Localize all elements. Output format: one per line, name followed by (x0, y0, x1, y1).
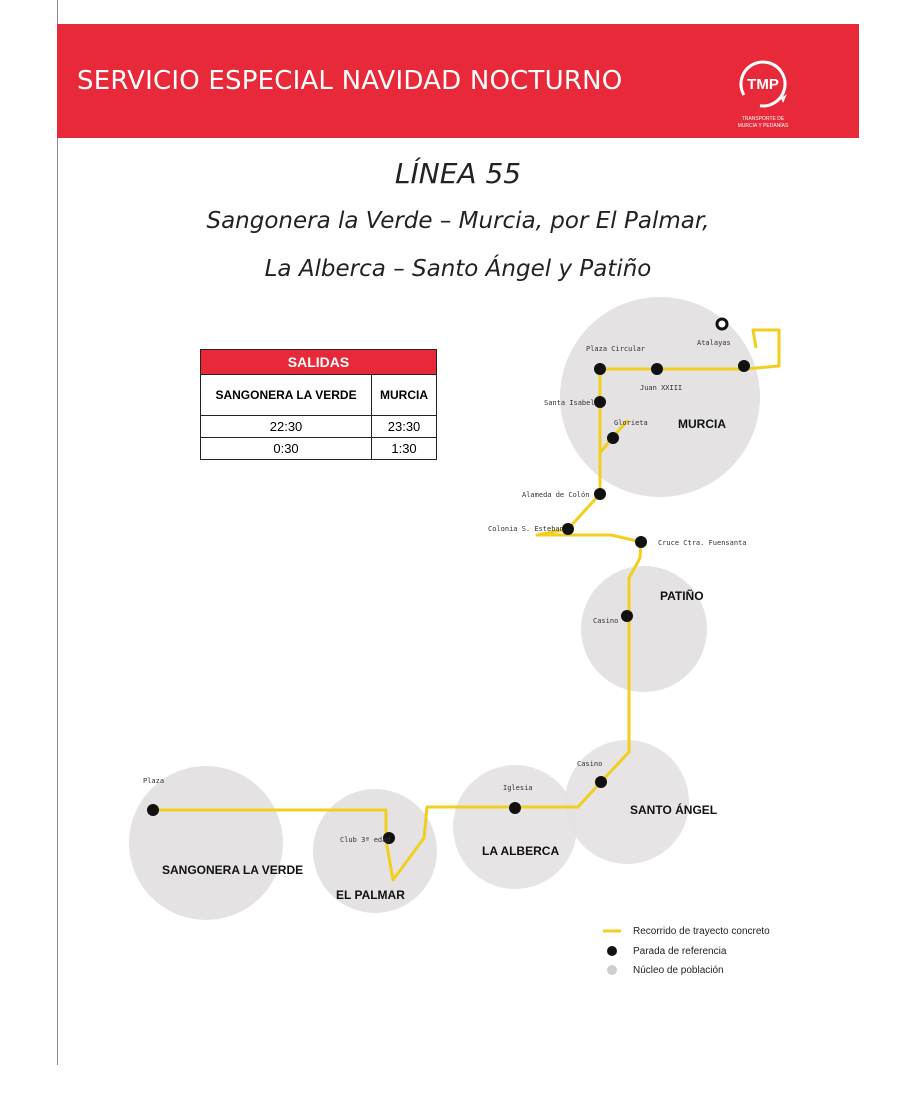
column-header-sangonera: SANGONERA LA VERDE (201, 375, 372, 416)
legend-label-zone: Núcleo de población (633, 965, 724, 976)
logo-subtitle-1: TRANSPORTE DE (741, 116, 785, 122)
stop-label-glorieta: Glorieta (614, 419, 648, 427)
logo-text: TMP (747, 76, 779, 93)
zone-patino (581, 566, 707, 692)
legend-label-route: Recorrido de trayecto concreto (633, 926, 770, 937)
stop-label-casino-patino: Casino (593, 617, 619, 625)
departure-time: 22:30 (201, 416, 372, 438)
zone-label-el-palmar: EL PALMAR (336, 888, 405, 902)
stop-atalayas (738, 360, 750, 372)
stop-cruce-ctra-fuensanta (635, 536, 647, 548)
departure-time: 1:30 (372, 438, 437, 460)
stop-label-club-3-edad: Club 3ª edad (340, 836, 391, 844)
legend-label-stop: Parada de referencia (633, 946, 727, 957)
stop-label-alameda-colon: Alameda de Colón (522, 491, 590, 499)
zone-label-murcia: MURCIA (678, 417, 726, 431)
stop-plaza-circular (594, 363, 606, 375)
stop-label-cruce-ctra-fuensanta: Cruce Ctra. Fuensanta (658, 539, 747, 547)
line-number-title: LÍNEA 55 (394, 157, 522, 190)
zone-label-patino: PATIÑO (660, 589, 704, 603)
zone-sangonera (129, 766, 283, 920)
stop-iglesia (509, 802, 521, 814)
departures-caption: SALIDAS (201, 350, 437, 375)
stop-glorieta (607, 432, 619, 444)
stop-casino-patino (621, 610, 633, 622)
stop-casino-santo-angel (595, 776, 607, 788)
zone-label-sangonera: SANGONERA LA VERDE (162, 863, 304, 877)
route-description-line-1: Sangonera la Verde – Murcia, por El Palmar, (206, 208, 710, 234)
departure-time: 0:30 (201, 438, 372, 460)
stop-label-santa-isabel: Santa Isabel (544, 399, 595, 407)
stop-label-plaza-circular: Plaza Circular (586, 345, 646, 353)
stop-label-iglesia: Iglesia (503, 784, 533, 792)
stop-label-colonia-s-esteban: Colonia S. Esteban (488, 525, 564, 533)
legend-stop-swatch (607, 946, 617, 956)
stop-label-atalayas: Atalayas (697, 339, 731, 347)
stop-alameda-colon (594, 488, 606, 500)
stop-plaza (147, 804, 159, 816)
stop-label-casino-santo-angel: Casino (577, 760, 603, 768)
stop-label-juan-xxiii: Juan XXIII (640, 384, 683, 392)
header-title: SERVICIO ESPECIAL NAVIDAD NOCTURNO (77, 66, 623, 96)
departure-time: 23:30 (372, 416, 437, 438)
logo-subtitle-2: MURCIA Y PEDANÍAS (737, 123, 789, 129)
stop-juan-xxiii (651, 363, 663, 375)
route-description-line-2: La Alberca – Santo Ángel y Patiño (264, 256, 652, 282)
zone-label-santo-angel: SANTO ÁNGEL (630, 803, 718, 817)
stop-santa-isabel (594, 396, 606, 408)
terminus-atalayas-icon (717, 319, 727, 329)
stop-label-plaza: Plaza (143, 777, 165, 785)
map-legend (603, 926, 770, 976)
column-header-murcia: MURCIA (372, 375, 437, 416)
zone-label-la-alberca: LA ALBERCA (482, 844, 560, 858)
legend-zone-swatch (607, 965, 617, 975)
zone-murcia (560, 297, 760, 497)
